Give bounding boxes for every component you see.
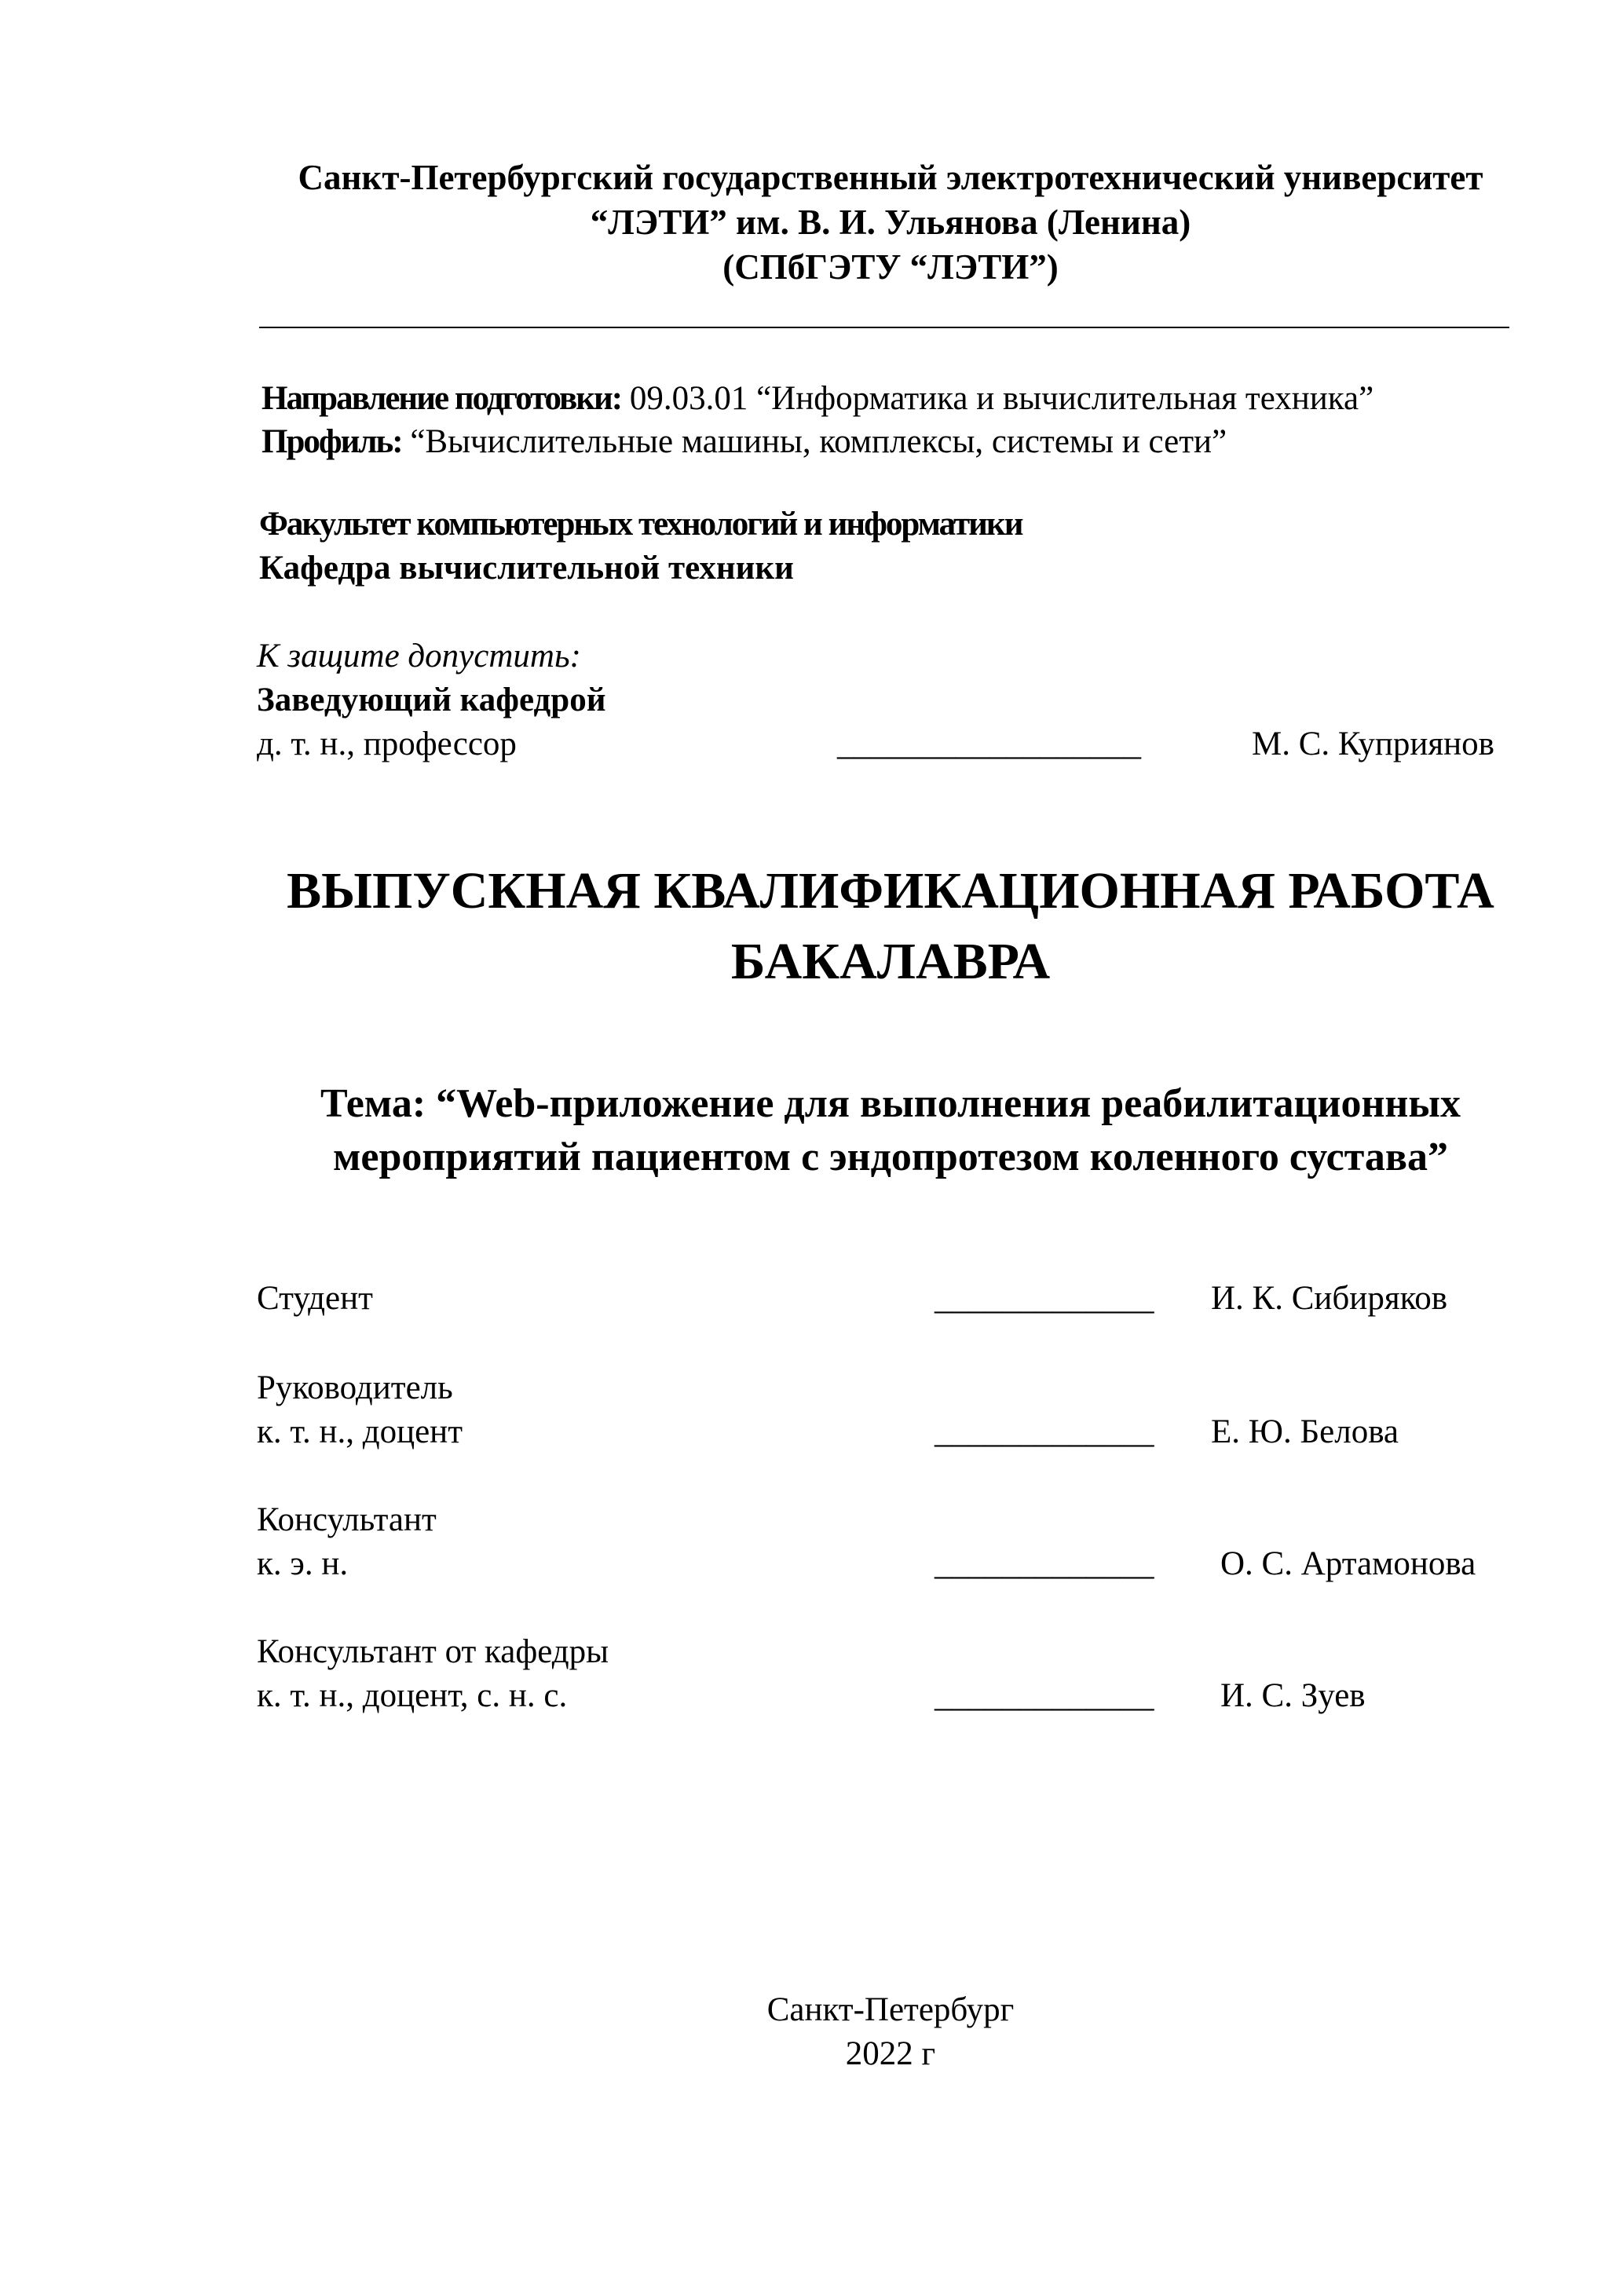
department-info [259,503,1022,590]
profile-label: Профиль: [262,423,402,460]
chair-name: Кафедра вычислительной техники [259,550,794,587]
work-title-line1: ВЫПУСКНАЯ КВАЛИФИКАЦИОННАЯ РАБОТА [287,862,1494,919]
work-theme-line1: Тема: “Web-приложение для выполнения реабилитационных [320,1081,1461,1126]
faculty-name: Факультет компьютерных технологий и информатики [259,506,1022,543]
university-abbr-name: “ЛЭТИ” им. В. И. Ульянова (Ленина) [590,203,1191,242]
university-name: Санкт-Петербургский государственный электротехнический университет [298,158,1483,197]
head-title: Заведующий кафедрой [257,682,606,718]
signatory-dept-consultant-name: И. С. Зуев [1220,1677,1366,1714]
signatory-supervisor-role: Руководитель [257,1369,453,1406]
work-theme [0,1077,1624,1184]
program-info [262,377,1373,463]
signatory-dept-consultant-line: _____________ [935,1677,1154,1714]
head-signature-line: __________________ [837,726,1141,762]
direction-label: Направление подготовки: [262,380,622,417]
footer-year: 2022 г [845,2035,936,2072]
university-short: (СПбГЭТУ “ЛЭТИ”) [722,247,1059,287]
signatory-dept-consultant-degree: к. т. н., доцент, с. н. с. [257,1677,568,1714]
work-theme-line2: мероприятий пациентом с эндопротезом коленного сустава” [333,1135,1448,1179]
header-divider [259,327,1509,328]
footer-city: Санкт-Петербург [766,1991,1015,2028]
profile-row [262,420,1373,463]
university-header [0,155,1624,290]
signatory-supervisor-line: _____________ [935,1413,1154,1450]
signatory-dept-consultant-role: Консультант от кафедры [257,1633,609,1670]
signatory-student-name: И. К. Сибиряков [1211,1280,1448,1317]
signatory-consultant-name: О. С. Артамонова [1220,1545,1476,1582]
signatory-consultant-degree: к. э. н. [257,1545,349,1582]
head-degree: д. т. н., профессор [257,726,517,762]
signatory-consultant-role: Консультант [257,1501,437,1538]
signatory-consultant-line: _____________ [935,1545,1154,1582]
signatory-student-line: _____________ [935,1280,1154,1317]
direction-value: 09.03.01 “Информатика и вычислительная техника” [629,380,1374,417]
profile-value: “Вычислительные машины, комплексы, системы и сети” [410,423,1227,460]
admit-label: К защите допустить: [257,638,581,675]
signatory-supervisor-name: Е. Ю. Белова [1211,1413,1399,1450]
footer [0,1988,1624,2076]
head-name: М. С. Куприянов [1252,726,1494,762]
direction-row [262,377,1373,420]
work-title [0,856,1624,997]
work-title-line2: БАКАЛАВРА [730,933,1051,990]
signatory-student-role: Студент [257,1280,373,1317]
signatory-supervisor-degree: к. т. н., доцент [257,1413,463,1450]
